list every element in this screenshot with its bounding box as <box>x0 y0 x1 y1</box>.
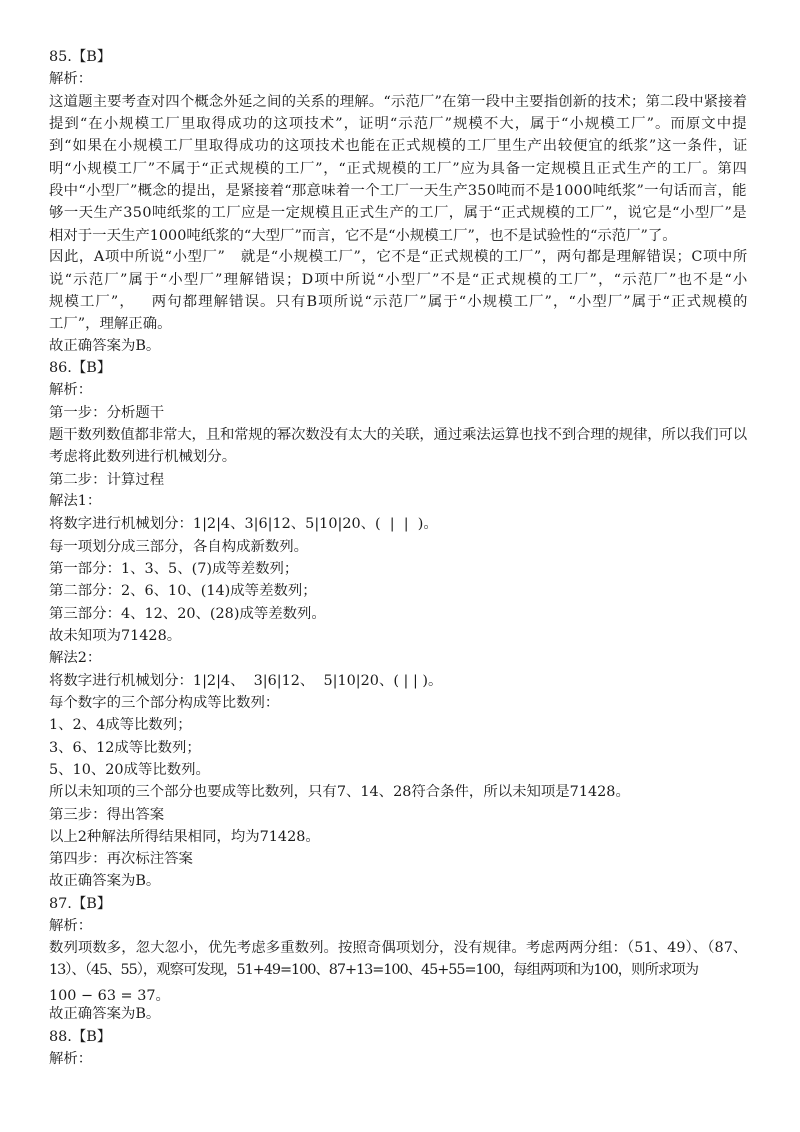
text-line: 每一项划分成三部分，各自构成新数列。 <box>49 539 309 555</box>
text-line: 以上2种解法所得结果相同，均为71428。 <box>49 829 320 845</box>
text-line: 1、2、4成等比数列； <box>49 717 192 733</box>
text-line: 第三步：得出答案 <box>49 807 165 823</box>
text-line: 够一天生产350吨纸浆的工厂应是一定规模且正式生产的工厂，属于“正式规模的工厂”，说它是“小型厂”是 <box>49 205 748 221</box>
text-line: 86.【B】 <box>49 360 112 376</box>
text-line: 解析： <box>49 71 93 87</box>
text-line: 数列项数多，忽大忽小，优先考虑多重数列。按照奇偶项划分，没有规律。考虑两两分组：（51、49）、（87、 <box>49 940 748 956</box>
text-line: 第二步：计算过程 <box>49 472 165 488</box>
text-line: 解法1： <box>49 493 102 509</box>
text-line: 解析： <box>49 382 93 398</box>
text-line: 3、6、12成等比数列； <box>49 740 201 756</box>
text-line: 段中“小型厂”概念的提出，是紧接着“那意味着一个工厂一天生产350吨而不是1000吨纸浆”一句话而言，能 <box>49 183 747 199</box>
text-line: 13）、（45、55），观察可发现，51+49=100、87+13=100、45+55=100，每组两项和为100，则所求项为 <box>49 962 698 978</box>
text-line: 故正确答案为B。 <box>49 338 161 354</box>
text-line: 第二部分：2、6、10、(14)成等差数列； <box>49 583 317 599</box>
text-line: 故未知项为71428。 <box>49 628 182 644</box>
text-line: 说“示范厂”属于“小型厂”理解错误；D项中所说“小型厂”不是“正式规模的工厂”，“示范厂”也不是“小 <box>49 272 749 288</box>
text-line: 规模工厂”， 两句都理解错误。只有B项所说“示范厂”属于“小规模工厂”，“小型厂”属于“正式规模的 <box>49 294 749 310</box>
text-line: 5、10、20成等比数列。 <box>49 762 210 778</box>
text-line: 第三部分：4、12、20、(28)成等差数列。 <box>49 606 326 622</box>
text-line: 故正确答案为B。 <box>49 873 161 889</box>
text-line: 这道题主要考查对四个概念外延之间的关系的理解。“示范厂”在第一段中主要指创新的技术；第二段中紧接着 <box>49 94 748 110</box>
text-line: 明“小规模工厂”不属于“正式规模的工厂”，“正式规模的工厂”应为具备一定规模且正式生产的工厂。第四 <box>49 161 748 177</box>
text-line: 解析： <box>49 918 93 934</box>
text-line: 工厂”，理解正确。 <box>49 316 172 332</box>
text-line: 所以未知项的三个部分也要成等比数列，只有7、14、28符合条件，所以未知项是71428。 <box>49 784 630 800</box>
text-line: 第四步：再次标注答案 <box>49 851 193 867</box>
text-line: 第一步：分析题干 <box>49 405 165 421</box>
text-line: 100 − 63 = 37。 <box>49 988 170 1004</box>
text-line: 因此，A项中所说“小型厂” 就是“小规模工厂”，它不是“正式规模的工厂”，两句都是理解错误；C项中所 <box>49 249 748 265</box>
text-line: 题干数列数值都非常大，且和常规的幂次数没有太大的关联，通过乘法运算也找不到合理的规律，所以我们可以 <box>49 427 747 443</box>
text-line: 提到“在小规模工厂里取得成功的这项技术”，证明“示范厂”规模不大，属于“小规模工厂”。而原文中提 <box>49 116 748 132</box>
text-line: 将数字进行机械划分：1|2|4、 3|6|12、 5|10|20、( | | )。 <box>49 673 443 689</box>
text-line: 相对于一天生产1000吨纸浆的“大型厂”而言，它不是“小规模工厂”，也不是试验性的“示范厂”了。 <box>49 228 677 244</box>
text-line: 85.【B】 <box>49 49 112 65</box>
text-line: 每个数字的三个部分构成等比数列： <box>49 695 280 711</box>
text-line: 将数字进行机械划分：1|2|4、3|6|12、5|10|20、( | | )。 <box>49 516 438 532</box>
text-line: 87.【B】 <box>49 896 112 912</box>
text-line: 考虑将此数列进行机械划分。 <box>49 449 237 465</box>
text-line: 到“如果在小规模工厂里取得成功的这项技术也能在正式规模的工厂里生产出较便宜的纸浆”这一条件，证 <box>49 138 749 154</box>
text-line: 88.【B】 <box>49 1029 112 1045</box>
text-line: 故正确答案为B。 <box>49 1006 161 1022</box>
text-line: 解法2： <box>49 650 102 666</box>
text-line: 解析： <box>49 1051 93 1067</box>
text-line: 第一部分：1、3、5、(7)成等差数列； <box>49 561 299 577</box>
